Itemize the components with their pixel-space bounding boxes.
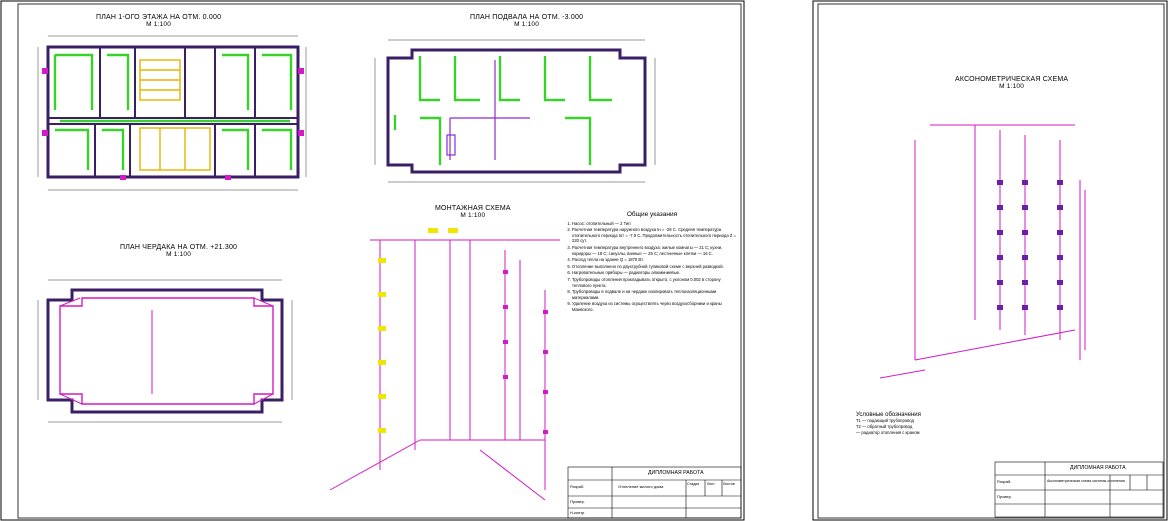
assembly-risers-marks (503, 270, 548, 434)
sheet1-stamp-sheet: Лист (707, 482, 715, 486)
legend-item: — радиатор отопления с краном (856, 430, 920, 435)
sheet1-stamp-sheets: Листов (723, 482, 735, 486)
note-item: 6. Нагревательные приборы — радиаторы алюминиевые. (572, 270, 738, 276)
ground-plan-title (96, 14, 221, 28)
note-item: 4. Расход тепла на здание Q = 1870 Вт. (572, 257, 738, 263)
note-item: 1. Насос: отопительный — 2 Тип (572, 221, 738, 227)
sheet2-stamp-sheet-title: Аксонометрическая схема системы отопления (1047, 479, 1125, 483)
notes-title: Общие указания (626, 211, 678, 218)
basement-plan (375, 40, 655, 182)
legend (856, 412, 996, 436)
sheet1-stamp-sheet-title: Отопление жилого дома (618, 484, 664, 489)
attic-plan (38, 280, 292, 422)
sheet2-stamp (995, 462, 1163, 517)
attic-plan-title-text: ПЛАН ЧЕРДАКА НА ОТМ. +21.300 (120, 244, 238, 251)
general-notes (566, 212, 738, 314)
assembly-scale: М 1:100 (460, 212, 486, 219)
axonometric-scheme (880, 125, 1085, 378)
ground-plan-scale: М 1:100 (146, 21, 172, 28)
basement-plan-title-text: ПЛАН ПОДВАЛА НА ОТМ. -3.000 (470, 14, 584, 21)
legend-item: Т2 — обратный трубопровод (856, 424, 913, 429)
sheet1-stamp (568, 467, 741, 518)
attic-plan-scale: М 1:100 (166, 251, 192, 258)
assembly-title-text: МОНТАЖНАЯ СХЕМА (435, 205, 511, 212)
ground-floor-plan (38, 36, 306, 190)
basement-plan-scale: М 1:100 (514, 21, 540, 28)
sheet2-stamp-row1: Разраб. (997, 479, 1012, 484)
note-item: 7. Трубопроводы отопления прокладывать открыто, с уклоном 0.002 в сторону теплового пункта. (572, 277, 738, 288)
note-item: 8. Трубопроводы в подвале и на чердаке изолировать теплоизоляционными материалами. (572, 289, 738, 300)
legend-item: Т1 — подающий трубопровод (856, 418, 914, 423)
assembly-scheme (330, 240, 560, 500)
basement-plan-title (470, 14, 583, 28)
sheet1-stamp-row1: Разраб. (570, 484, 585, 489)
axonometric-title (955, 76, 1068, 90)
sheet1-stamp-row3: Н.контр. (570, 510, 586, 515)
assembly-title (435, 205, 511, 219)
sheet1-stamp-project: ДИПЛОМНАЯ РАБОТА (648, 470, 704, 476)
axonometric-radiators (997, 180, 1063, 310)
note-item: 9. Удаление воздуха из системы осуществлять через воздухосборники и краны Маевского. (572, 301, 738, 312)
notes-list (566, 221, 738, 313)
sheet2-stamp-project: ДИПЛОМНАЯ РАБОТА (1070, 465, 1126, 471)
axonometric-scale: М 1:100 (999, 83, 1025, 90)
legend-title: Условные обозначения (856, 412, 921, 418)
axonometric-title-text: АКСОНОМЕТРИЧЕСКАЯ СХЕМА (955, 76, 1069, 83)
sheet1-stamp-stage: Стадия (687, 482, 700, 486)
note-item: 5. Отопление выполнено по двухтрубной тупиковой схеме с верхней разводкой. (572, 264, 738, 270)
note-item: 3. Расчетная температура внутреннего воздуха: жилые комнаты — 21 С; кухни, коридоры — 18 С; санузлы, ванные — 25 С; лестничные клетки — 16 С. (572, 245, 738, 256)
attic-plan-title (120, 244, 237, 258)
ground-plan-title-text: ПЛАН 1-ОГО ЭТАЖА НА ОТМ. 0.000 (96, 14, 222, 21)
assembly-radiators (378, 228, 458, 433)
note-item: 2. Расчетная температура наружного воздуха tн = -28 С. Средняя температура отопительного периода tот = -7.9 С. Продолжительность отопительного периода Z = 220 сут. (572, 227, 738, 244)
sheet1-stamp-row2: Провер. (570, 499, 585, 504)
sheet2-stamp-row2: Провер. (997, 494, 1012, 499)
